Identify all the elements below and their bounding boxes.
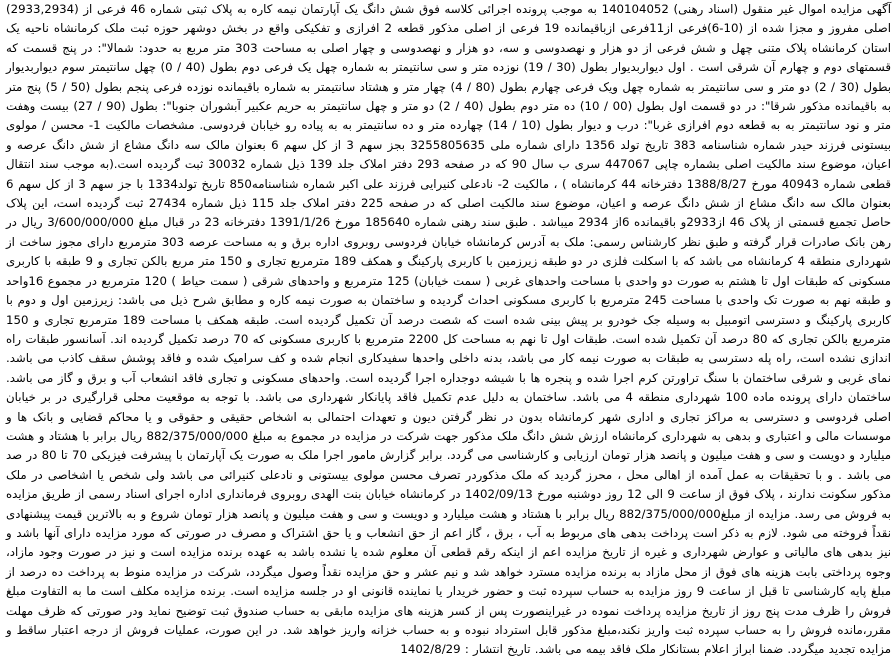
notice-body: آگهی مزایده اموال غیر منقول (اسناد رهنی) 140104052 به موجب پرونده اجرائی کلاسه فوق شش دانگ یک آپارتمان نیمه کاره به پلاک ثبتی شماره 46 فرعی از (2933,2934) اصلی مفروز و مجزا شده از (10-6)فرعی از11فرعی ازباقیمانده 19 فرعی از اصلی مذکور قطعه 2 افرازی و تفکیکی واقع در بخش دوشهر حوزه ثبت ملک کرمانشاه ناحیه یک استان کرمانشاه پلاک متنی چهل و شش فرعی از دو هزار و نهصدوسی و سه، دو هزار و نهصدوسی و چهار اصلی به مساحت 303 متر مربع به حدود: شمالا": در پنج قسمت که قسمتهای دوم و چهارم آن شرقی است . اول دیواربدیوار بطول (30 / 19) نوزده متر و سی سانتیمتر به شماره چهل یک فرعی دوم بطول (40 / 0) چهل سانتیمتر سوم دیواربدیوار بطول (30 / 2) دو متر و سی سانتیمتر به شماره چهل ویک فرعی چهارم بطول (80 / 4) چهار متر و هشتاد سانتیمتر به شماره باقیمانده نوزده فرعی پنجم بطول (50 / 5) پنج متر به باقیمانده مذکور شرقا": در دو قسمت اول بطول (00 / 10) ده متر دوم بطول (40 / 2) دو متر و چهل سانتیمتر به حریم عکبیر آبشوران جنوبا": بطول (90 / 27) بیست وهفت متر و نود سانتیمتر به به قطعه دوم افرازی غربا": درب و دیوار بطول (10 / 14) چهارده متر و ده سانتیمتر به به پیاده رو خیابان فردوسی. مشخصات مالکیت 1- محسن / مولوی بیستونی فرزند حیدر شماره شناسنامه 383 تاریخ تولد 1356 دارای شماره ملی 3255805635 بجز سهم 3 از کل سهم 6 بعنوان مالک سه دانگ مشاع از شش دانگ عرصه و اعیان، موضوع سند مالکیت اصلی بشماره چاپی 447067 سری ب سال 90 که در صفحه 293 دفتر املاک جلد 139 ذیل شماره 30032 ثبت گردیده است.(به موجب سند انتقال قطعی شماره 40943 مورخ 1388/8/27 دفترخانه 44 کرمانشاه ) ، مالکیت 2- نادعلی کنیرایی فرزند علی اکبر شماره شناسنامه850 تاریخ تولد1334 با جز سهم 3 از کل سهم 6 بعنوان مالک سه دانگ مشاع از شش دانگ عرصه و اعیان، موضوع سند مالکیت اصلی که در صفحه 225 دفتر املاک جلد 115 ذیل شماره 27434 ثبت گردیده است، این پلاک حاصل تجمیع قسمتی از پلاک 46 از2933و باقیمانده 6از 2934 میباشد . طبق سند رهنی شماره 185640 مورخ 1391/1/26 دفترخانه 23 در قبال مبلغ 3/600/000/000 ریال در رهن بانک صادرات قرار گرفته و طبق نظر کارشناس رسمی: ملک به آدرس کرمانشاه خیابان فردوسی روبروی اداره برق و به مساحت عرصه 303 مترمربع دارای مجوز ساخت از شهرداری منطقه 4 کرمانشاه می باشد که با اسکلت فلزی در دو طبقه زیرزمین با کاربری پارکینگ و همکف 189 مترمربع تجاری و 150 متر مربع بالکن تجاری و 9 طبقه با کاربری مسکونی که طبقات اول تا هشتم به صورت دو واحدی با مساحت واحدهای غربی ( سمت خیابان) 125 مترمربع و واحدهای شرقی ( سمت حیاط ) 120 مترمربع در مجموع 16واحد و طبقه نهم به صورت تک واحدی با مساحت 245 مترمربع با کاربری مسکونی احداث گردیده و ساختمان به صورت نیمه کاره و مطابق شرح ذیل می باشد: زیرزمین اول و دوم با کاربری پارکینگ و دسترسی اتومبیل به وسیله جک خودرو بر پیش بینی شده است که شصت درصد آن تکمیل گردیده است. طبقه همکف با مساحت 189 مترمربع تجاری و 150 مترمربع بالکن تجاری که 80 درصد آن تکمیل شده است. طبقات اول تا نهم به مساحت کل 2200 مترمربع با کاربری مسکونی که 70 درصد تکمیل گردیده اند. آسانسور طبقات راه اندازی نشده است، راه پله دسترسی به طبقات به صورت نیمه کار می باشد، بدنه داخلی واحدها سفیدکاری انجام شده و کف سرامیک شده و فاقد پوشش سقف کاذب می باشد. نمای غربی و شرقی ساختمان با سنگ تراورتن کرم اجرا شده و پنجره ها با شیشه دوجداره اجرا گردیده است. واحدهای مسکونی و تجاری فاقد انشعاب آب و برق و گاز می باشد. ساختمان دارای پرونده ماده 100 شهرداری منطقه 4 می باشد. ساختمان به دلیل عدم تکمیل فاقد پایانکار شهرداری می باشد. با توجه به موقعیت محلی قرارگیری در بر خیابان اصلی فردوسی و دسترسی به مراکز تجاری و اداری شهر کرمانشاه بدون در نظر گرفتن دیون و تعهدات احتمالی به اشخاص حقیقی و حقوقی و یا محاکم قضایی و بانک ها و موسسات مالی و اعتباری و بدهی به شهرداری کرمانشاه ارزش شش دانگ ملک مذکور جهت شرکت در مزایده در مجموع به مبلغ 882/375/000/000 ریال برابر با هشتاد و هشت میلیارد و دویست و سی و هفت میلیون و پانصد هزار تومان ارزیابی و کارشناسی می گردد. برابر گزارش مامور اجرا ملک به صورت یک آپارتمان با پیشرفت فیزیکی 70 تا 80 در صد می باشد . و با تحقیقات به عمل آمده از اهالی محل ، محرز گردید که ملک مذکوردر تصرف محسن مولوی بیستونی و نادعلی کنیرائی می باشد ولی شخص یا اشخاصی در ملک مذکور سکونت ندارند ، پلاک فوق از ساعت 9 الی 12 روز دوشنبه مورخ 1402/09/13 در کرمانشاه خیابان بنت الهدی روبروی فرمانداری اداره اجرای اسناد رسمی از طریق مزایده به فروش می رسد. مزایده از مبلغ882/375/000/000 ریال برابر با هشتاد و هشت میلیارد و دویست و سی و هفت میلیون و پانصد هزار تومان شروع و به بالاترین قیمت پیشنهادی نقداً فروخته می شود. لازم به ذکر است پرداخت بدهی های مربوط به آب ، برق ، گاز اعم از حق انشعاب و یا حق اشتراک و مصرف در صورتی که مورد مزایده دارای آنها باشد و نیز بدهی های مالیاتی و عوارض شهرداری و غیره از تاریخ مزایده اعم از اینکه رقم قطعی آن معلوم شده یا نشده باشد به عهده برنده مزایده است و نیز در صورت وجود مازاد، وجوه پرداختی بابت هزینه های فوق از محل مازاد به برنده مزایده مسترد خواهد شد و نیم عشر و حق مزایده نقداً وصول میگردد، شرکت در مزایده منوط به پرداخت ده درصد از مبلغ پایه کارشناسی تا قبل از ساعت 9 روز مزایده به حساب سپرده ثبت و حضور خریدار یا نماینده قانونی او در جلسه مزایده است. برنده مزایده مکلف است ما به التفاوت مبلغ فروش را ظرف مدت پنج روز از تاریخ مزایده پرداخت نموده در غیراینصورت پس از کسر هزینه های مزایده مابقی به حساب صندوق ثبت توضیح نماید ودر صورتی که ظرف مهلت مقرر،مانده فروش را به حساب سپرده ثبت واریز نکند،مبلغ مذکور قابل استرداد نبوده و به حساب خزانه واریز خواهد شد. در این صورت، عملیات فروش از درجه اعتبار ساقط و مزایده تجدید میگردد. ضمنا ابراز اعلام بستانکار ملک فاقد بیمه می باشد. تاریخ انتشار : 1402/8/29 <box>6 2 892 657</box>
